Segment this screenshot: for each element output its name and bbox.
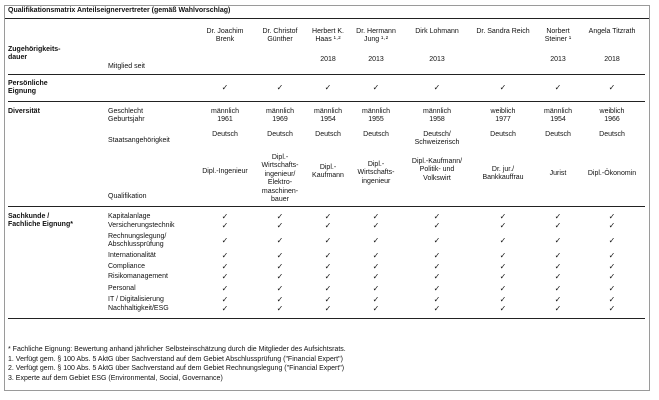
- footnote: 1. Verfügt gem. § 100 Abs. 5 AktG über Sachverstand auf dem Gebiet Abschlussprüfung ("Financial Expert"): [8, 355, 343, 363]
- check-mark: ✓: [221, 262, 229, 271]
- qualification-value: Dipl.-Ingenieur: [202, 168, 248, 175]
- check-mark: ✓: [554, 304, 562, 313]
- check-mark: ✓: [608, 251, 616, 260]
- member-name: Angela Titzrath: [588, 28, 636, 35]
- check-mark: ✓: [499, 304, 507, 313]
- check-mark: ✓: [324, 251, 332, 260]
- gender-value: männlich: [210, 108, 240, 115]
- check-mark: ✓: [608, 221, 616, 230]
- birth-year-value: 1977: [495, 116, 511, 123]
- check-mark: ✓: [608, 272, 616, 281]
- section-personal: Persönliche Eignung: [8, 80, 48, 96]
- check-mark: ✓: [499, 295, 507, 304]
- check-mark: ✓: [608, 284, 616, 293]
- check-mark: ✓: [499, 262, 507, 271]
- header-rule: [8, 74, 645, 75]
- check-mark: ✓: [554, 83, 562, 92]
- check-mark: ✓: [608, 295, 616, 304]
- member-name: Herbert K. Haas ¹·²: [312, 28, 344, 44]
- matrix-title: Qualifikationsmatrix Anteilseignervertreter (gemäß Wahlvorschlag): [8, 7, 231, 14]
- check-mark: ✓: [499, 221, 507, 230]
- nationality-label: Staatsangehörigkeit: [108, 137, 170, 144]
- expertise-label: Risikomanagement: [108, 273, 168, 280]
- member-since: 2013: [368, 56, 384, 63]
- check-mark: ✓: [433, 262, 441, 271]
- member-since-label: Mitglied seit: [108, 63, 145, 70]
- check-mark: ✓: [324, 272, 332, 281]
- check-mark: ✓: [276, 236, 284, 245]
- birth-year-value: 1961: [217, 116, 233, 123]
- check-mark: ✓: [221, 236, 229, 245]
- footnote: 2. Verfügt gem. § 100 Abs. 5 AktG über Sachverstand auf dem Gebiet Rechnungslegung ("Financial Expert"): [8, 365, 345, 373]
- check-mark: ✓: [499, 236, 507, 245]
- check-mark: ✓: [372, 236, 380, 245]
- check-mark: ✓: [221, 295, 229, 304]
- check-mark: ✓: [554, 236, 562, 245]
- qualification-value: Dipl.- Wirtschafts- ingenieur/ Elektro- maschinen- bauer: [261, 154, 299, 204]
- nationality-value: Deutsch: [490, 131, 516, 138]
- gender-value: männlich: [361, 108, 391, 115]
- check-mark: ✓: [499, 212, 507, 221]
- check-mark: ✓: [276, 262, 284, 271]
- check-mark: ✓: [221, 83, 229, 92]
- check-mark: ✓: [221, 272, 229, 281]
- expertise-label: Rechnungslegung/ Abschlussprüfung: [108, 233, 167, 249]
- check-mark: ✓: [433, 236, 441, 245]
- nationality-value: Deutsch: [545, 131, 571, 138]
- check-mark: ✓: [554, 212, 562, 221]
- qualification-value: Jurist: [549, 170, 567, 177]
- gender-value: männlich: [543, 108, 573, 115]
- check-mark: ✓: [221, 304, 229, 313]
- check-mark: ✓: [324, 304, 332, 313]
- member-name: Dirk Lohmann: [415, 28, 459, 35]
- check-mark: ✓: [221, 212, 229, 221]
- member-since: 2018: [320, 56, 336, 63]
- check-mark: ✓: [324, 221, 332, 230]
- check-mark: ✓: [433, 295, 441, 304]
- check-mark: ✓: [276, 212, 284, 221]
- expertise-label: IT / Digitalisierung: [108, 296, 164, 303]
- nationality-value: Deutsch/ Schweizerisch: [414, 131, 460, 147]
- check-mark: ✓: [221, 284, 229, 293]
- qualification-label: Qualifikation: [108, 193, 147, 200]
- check-mark: ✓: [372, 83, 380, 92]
- nationality-value: Deutsch: [599, 131, 625, 138]
- check-mark: ✓: [324, 262, 332, 271]
- check-mark: ✓: [372, 221, 380, 230]
- expertise-label: Versicherungstechnik: [108, 222, 175, 229]
- check-mark: ✓: [276, 295, 284, 304]
- gender-value: männlich: [313, 108, 343, 115]
- title-rule: [5, 18, 649, 19]
- expertise-label: Kapitalanlage: [108, 213, 151, 220]
- check-mark: ✓: [372, 251, 380, 260]
- affiliation-label: Zugehörigkeits- dauer: [8, 46, 61, 62]
- birth-year-value: 1969: [272, 116, 288, 123]
- check-mark: ✓: [372, 272, 380, 281]
- check-mark: ✓: [324, 83, 332, 92]
- check-mark: ✓: [554, 262, 562, 271]
- check-mark: ✓: [372, 212, 380, 221]
- member-name: Norbert Steiner ¹: [544, 28, 572, 44]
- qualification-value: Dipl.-Kaufmann/ Politik- und Volkswirt: [411, 158, 463, 182]
- expertise-rule: [8, 318, 645, 319]
- check-mark: ✓: [554, 284, 562, 293]
- birth-year-value: 1954: [550, 116, 566, 123]
- nationality-value: Deutsch: [315, 131, 341, 138]
- gender-label: Geschlecht: [108, 108, 144, 115]
- diversity-rule: [8, 206, 645, 207]
- check-mark: ✓: [433, 304, 441, 313]
- member-since: 2013: [429, 56, 445, 63]
- footnote: * Fachliche Eignung: Bewertung anhand jährlicher Selbsteinschätzung durch die Mitglieder des Aufsichtsrats.: [8, 346, 346, 353]
- birth-label: Geburtsjahr: [108, 116, 145, 123]
- member-since: 2013: [550, 56, 566, 63]
- check-mark: ✓: [372, 295, 380, 304]
- check-mark: ✓: [554, 272, 562, 281]
- check-mark: ✓: [608, 304, 616, 313]
- check-mark: ✓: [499, 251, 507, 260]
- check-mark: ✓: [499, 284, 507, 293]
- check-mark: ✓: [276, 272, 284, 281]
- qualification-value: Dr. jur./ Bankkauffrau: [482, 166, 524, 182]
- check-mark: ✓: [554, 251, 562, 260]
- nationality-value: Deutsch: [267, 131, 293, 138]
- member-name: Dr. Sandra Reich: [476, 28, 530, 35]
- footnote: 3. Experte auf dem Gebiet ESG (Environmental, Social, Governance): [8, 374, 223, 382]
- gender-value: männlich: [265, 108, 295, 115]
- check-mark: ✓: [608, 262, 616, 271]
- check-mark: ✓: [554, 295, 562, 304]
- qualification-value: Dipl.-Ökonomin: [587, 170, 637, 177]
- birth-year-value: 1954: [320, 116, 336, 123]
- nationality-value: Deutsch: [363, 131, 389, 138]
- check-mark: ✓: [608, 212, 616, 221]
- check-mark: ✓: [276, 284, 284, 293]
- member-name: Dr. Hermann Jung ¹·²: [356, 28, 396, 44]
- personal-rule: [8, 101, 645, 102]
- check-mark: ✓: [608, 83, 616, 92]
- birth-year-value: 1958: [429, 116, 445, 123]
- birth-year-value: 1966: [604, 116, 620, 123]
- member-name: Dr. Christof Günther: [262, 28, 298, 44]
- expertise-label: Compliance: [108, 263, 145, 270]
- gender-value: männlich: [422, 108, 452, 115]
- check-mark: ✓: [324, 236, 332, 245]
- section-diversity: Diversität: [8, 108, 40, 115]
- check-mark: ✓: [433, 221, 441, 230]
- check-mark: ✓: [608, 236, 616, 245]
- check-mark: ✓: [372, 284, 380, 293]
- check-mark: ✓: [324, 295, 332, 304]
- birth-year-value: 1955: [368, 116, 384, 123]
- qualification-value: Dipl.- Wirtschafts- ingenieur: [357, 161, 395, 185]
- check-mark: ✓: [276, 251, 284, 260]
- check-mark: ✓: [372, 262, 380, 271]
- check-mark: ✓: [276, 304, 284, 313]
- check-mark: ✓: [221, 221, 229, 230]
- check-mark: ✓: [499, 83, 507, 92]
- check-mark: ✓: [372, 304, 380, 313]
- nationality-value: Deutsch: [212, 131, 238, 138]
- check-mark: ✓: [499, 272, 507, 281]
- check-mark: ✓: [433, 83, 441, 92]
- check-mark: ✓: [221, 251, 229, 260]
- member-since: 2018: [604, 56, 620, 63]
- member-name: Dr. Joachim Brenk: [206, 28, 244, 44]
- check-mark: ✓: [554, 221, 562, 230]
- check-mark: ✓: [276, 221, 284, 230]
- check-mark: ✓: [324, 212, 332, 221]
- gender-value: weiblich: [599, 108, 625, 115]
- check-mark: ✓: [433, 272, 441, 281]
- check-mark: ✓: [276, 83, 284, 92]
- qualification-value: Dipl.- Kaufmann: [312, 164, 344, 180]
- check-mark: ✓: [433, 251, 441, 260]
- check-mark: ✓: [324, 284, 332, 293]
- expertise-label: Nachhaltigkeit/ESG: [108, 305, 169, 312]
- check-mark: ✓: [433, 212, 441, 221]
- gender-value: weiblich: [490, 108, 516, 115]
- section-expertise: Sachkunde / Fachliche Eignung*: [8, 213, 73, 229]
- expertise-label: Personal: [108, 285, 136, 292]
- check-mark: ✓: [433, 284, 441, 293]
- expertise-label: Internationalität: [108, 252, 156, 259]
